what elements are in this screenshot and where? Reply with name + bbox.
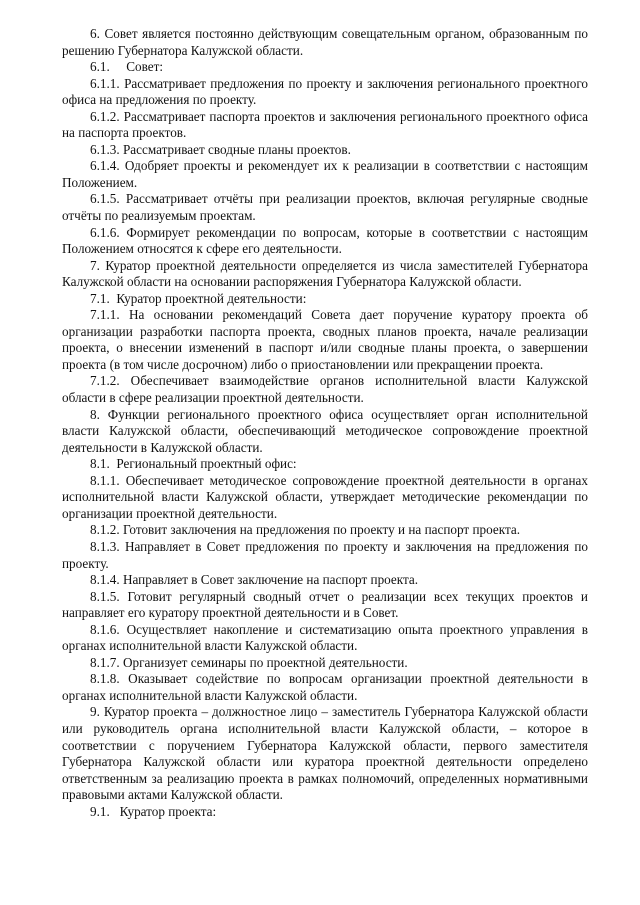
paragraph-7-1-2: 7.1.2. Обеспечивает взаимодействие органов исполнительной власти Калужской области в сфере реализации проектной деятельности. [62, 373, 588, 406]
paragraph-6-1-4: 6.1.4. Одобряет проекты и рекомендует их к реализации в соответствии с настоящим Положением. [62, 158, 588, 190]
paragraph-8-1-7: 8.1.7. Организует семинары по проектной деятельности. [90, 654, 408, 670]
paragraph-8-1-3: 8.1.3. Направляет в Совет предложения по проекту и заключения на предложения по проекту. [62, 538, 588, 571]
paragraph-8-1-8: 8.1.8. Оказывает содействие по вопросам организации проектной деятельности в органах исполнительной власти Калужской области. [62, 671, 588, 703]
paragraph-8-1-2: 8.1.2. Готовит заключения на предложения по проекту и на паспорт проекта. [90, 522, 521, 538]
paragraph-7-1: 7.1. Куратор проектной деятельности: [90, 290, 307, 306]
paragraph-6-1-1: 6.1.1. Рассматривает предложения по проекту и заключения регионального проектного офиса на предложения по проекту. [62, 75, 588, 108]
paragraph-7: 7. Куратор проектной деятельности определяется из числа заместителей Губернатора Калужской области на основании распоряжения Губернатора Калужской области. [62, 257, 588, 290]
paragraph-8-1: 8.1. Региональный проектный офис: [90, 456, 297, 472]
paragraph-6-1-5: 6.1.5. Рассматривает отчёты при реализации проектов, включая регулярные сводные отчёты по реализуемым проектам. [62, 191, 588, 224]
paragraph-8-1-6: 8.1.6. Осуществляет накопление и систематизацию опыта проектного управления в органах исполнительной власти Калужской области. [62, 621, 588, 654]
paragraph-8-1-1: 8.1.1. Обеспечивает методическое сопровождение проектной деятельности в органах исполнительной власти Калужской области, утверждает методические рекомендации по организации проектной деятельности. [62, 472, 588, 521]
paragraph-6: 6. Совет является постоянно действующим совещательным органом, образованным по решению Губернатора Калужской области. [62, 26, 588, 58]
paragraph-6-1-3: 6.1.3. Рассматривает сводные планы проектов. [90, 141, 351, 157]
paragraph-6-1: 6.1. Совет: [90, 59, 164, 75]
document-page [62, 26, 588, 820]
paragraph-8: 8. Функции регионального проектного офиса осуществляет орган исполнительной власти Калужской области, обеспечивающий методическое сопровождение проектной деятельности в Калужской области. [62, 406, 588, 455]
paragraph-8-1-4: 8.1.4. Направляет в Совет заключение на паспорт проекта. [90, 572, 419, 588]
paragraph-9: 9. Куратор проекта – должностное лицо – заместитель Губернатора Калужской области или руководитель органа исполнительной власти Калужской области, – которое в соответствии с поручением Губернатора Калужской области, первого заместителя Губернатора Калужской области или куратора проектной деятельности определено ответственным за реализацию проекта в рамках полномочий, определенных нормативными правовыми актами Калужской области. [62, 704, 588, 803]
paragraph-8-1-5: 8.1.5. Готовит регулярный сводный отчет о реализации всех текущих проектов и направляет его куратору проектной деятельности и в Совет. [62, 588, 588, 621]
paragraph-9-1: 9.1. Куратор проекта: [90, 803, 217, 819]
paragraph-6-1-6: 6.1.6. Формирует рекомендации по вопросам, которые в соответствии с настоящим Положением относятся к сфере его деятельности. [62, 224, 588, 257]
paragraph-6-1-2: 6.1.2. Рассматривает паспорта проектов и заключения регионального проектного офиса на паспорта проектов. [62, 108, 588, 141]
paragraph-7-1-1: 7.1.1. На основании рекомендаций Совета дает поручение куратору проекта об организации разработки паспорта проекта, сводных планов проекта, начале реализации проекта, о внесении изменений в паспорт и/или сводные планы проекта, о завершении проекта (в том числе досрочном) либо о приостановлении или прекращении проекта. [62, 307, 588, 372]
